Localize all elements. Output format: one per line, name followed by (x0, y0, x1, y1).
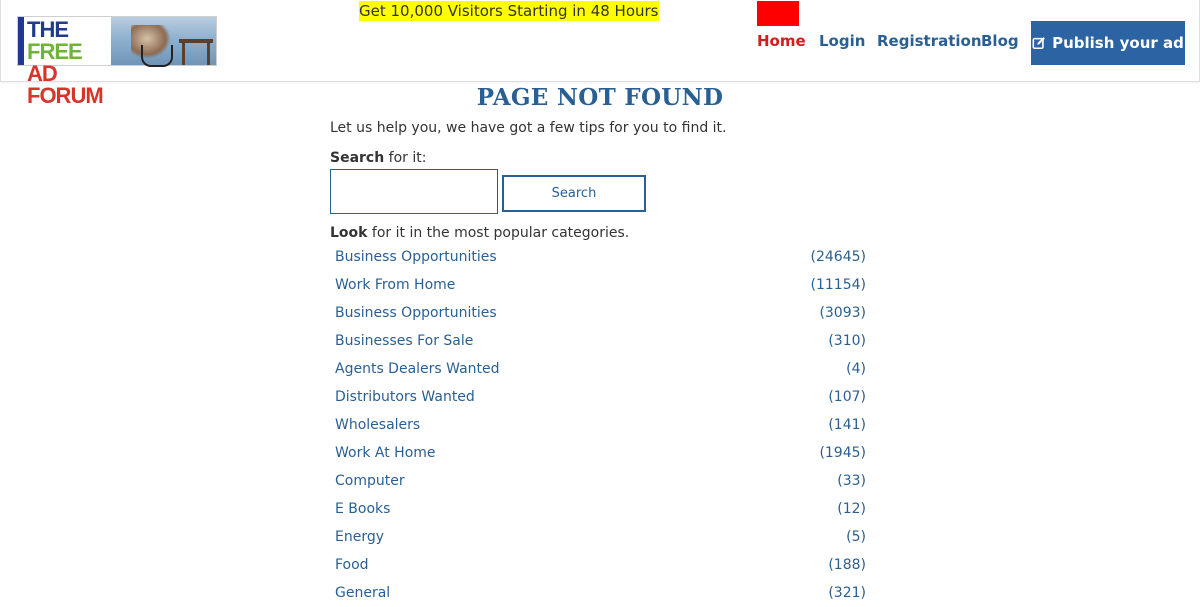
publish-ad-label: Publish your ad (1052, 34, 1184, 52)
site-logo[interactable] (17, 16, 217, 108)
list-item (335, 467, 866, 495)
category-count: (1945) (819, 445, 866, 461)
list-item (335, 523, 866, 551)
category-list (335, 243, 866, 607)
publish-ad-button[interactable] (1031, 21, 1185, 65)
promo-banner-link[interactable]: Get 10,000 Visitors Starting in 48 Hours (359, 2, 659, 20)
category-count: (310) (828, 333, 866, 349)
list-item (335, 271, 866, 299)
category-link[interactable]: Work From Home (335, 277, 456, 293)
look-label-bold: Look (330, 225, 368, 241)
logo-text (18, 17, 111, 108)
logo-chair-graphic (141, 45, 173, 67)
category-link[interactable]: Businesses For Sale (335, 333, 474, 349)
list-item (335, 299, 866, 327)
look-label (330, 225, 629, 241)
category-count: (11154) (810, 277, 866, 293)
search-label (330, 150, 426, 166)
logo-word-free: FREE (27, 39, 82, 64)
nav-login[interactable]: Login (819, 32, 866, 50)
category-link[interactable]: Work At Home (335, 445, 436, 461)
category-link[interactable]: Energy (335, 529, 385, 545)
category-link[interactable]: Wholesalers (335, 417, 421, 433)
look-label-rest: for it in the most popular categories. (367, 225, 630, 241)
category-count: (33) (837, 473, 866, 489)
category-link[interactable]: Distributors Wanted (335, 389, 475, 405)
logo-photo (111, 17, 216, 65)
search-button[interactable]: Search (502, 175, 646, 212)
nav-blog[interactable]: Blog (981, 32, 1019, 50)
nav-registration[interactable]: Registration (877, 32, 982, 50)
category-count: (321) (828, 585, 866, 601)
search-input[interactable] (330, 169, 498, 214)
category-count: (107) (828, 389, 866, 405)
list-item (335, 439, 866, 467)
list-item (335, 243, 866, 271)
list-item (335, 355, 866, 383)
edit-icon (1032, 36, 1046, 50)
logo-table-graphic (179, 39, 213, 65)
list-item (335, 411, 866, 439)
category-link[interactable]: Computer (335, 473, 405, 489)
list-item (335, 551, 866, 579)
category-link[interactable]: Business Opportunities (335, 305, 497, 321)
search-label-rest: for it: (384, 150, 427, 166)
category-count: (141) (828, 417, 866, 433)
page-title: PAGE NOT FOUND (476, 84, 724, 111)
category-link[interactable]: Food (335, 557, 369, 573)
logo-word-ad-forum: AD FORUM (27, 61, 103, 108)
category-count: (3093) (819, 305, 866, 321)
category-count: (5) (846, 529, 866, 545)
logo-word-the: THE (27, 17, 68, 42)
list-item (335, 495, 866, 523)
red-banner-block (757, 1, 799, 26)
category-link[interactable]: Business Opportunities (335, 249, 497, 265)
list-item (335, 383, 866, 411)
category-count: (12) (837, 501, 866, 517)
category-link[interactable]: Agents Dealers Wanted (335, 361, 500, 377)
category-count: (188) (828, 557, 866, 573)
search-label-bold: Search (330, 150, 385, 166)
list-item (335, 327, 866, 355)
list-item (335, 579, 866, 607)
intro-text: Let us help you, we have got a few tips for you to find it. (330, 120, 727, 136)
category-link[interactable]: E Books (335, 501, 391, 517)
category-link[interactable]: General (335, 585, 391, 601)
nav-home[interactable]: Home (757, 32, 806, 50)
category-count: (4) (846, 361, 866, 377)
category-count: (24645) (810, 249, 866, 265)
